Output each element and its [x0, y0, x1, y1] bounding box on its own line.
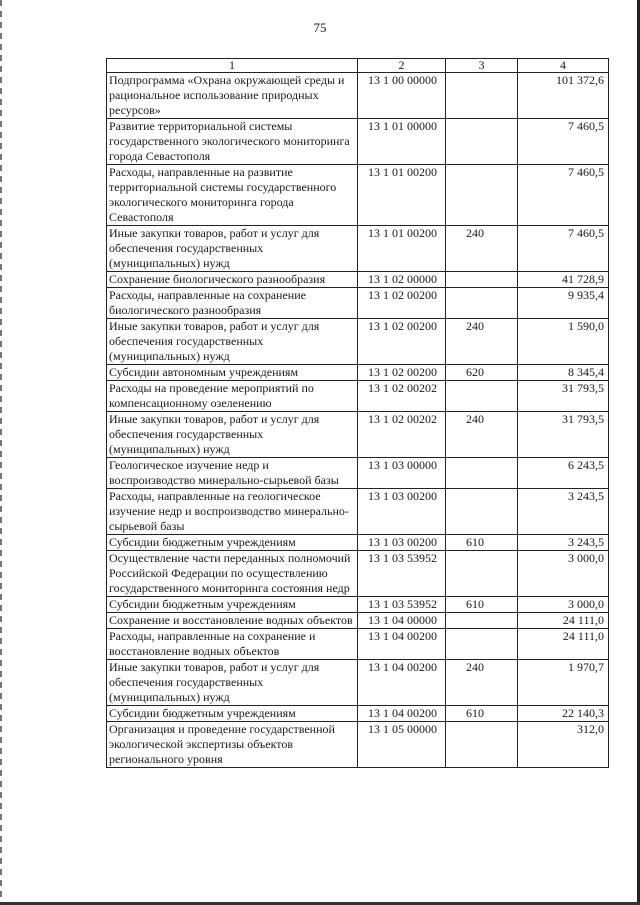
cell-sum: 312,0 [518, 722, 609, 768]
table-row [107, 288, 609, 319]
cell-code: 13 1 03 00000 [358, 458, 446, 489]
cell-kvr [446, 381, 518, 412]
cell-code: 13 1 03 53952 [358, 551, 446, 597]
table-row [107, 629, 609, 660]
cell-name: Расходы на проведение мероприятий по компенсационному озеленению [107, 381, 358, 412]
table-body [107, 73, 609, 768]
table-row [107, 381, 609, 412]
cell-code: 13 1 02 00200 [358, 365, 446, 381]
cell-kvr [446, 119, 518, 165]
cell-name: Организация и проведение государственной экологической экспертизы объектов регионального уровня [107, 722, 358, 768]
cell-kvr: 240 [446, 226, 518, 272]
table-row [107, 73, 609, 119]
cell-code: 13 1 03 00200 [358, 489, 446, 535]
table-row [107, 660, 609, 706]
table-row [107, 319, 609, 365]
cell-sum: 8 345,4 [518, 365, 609, 381]
cell-name: Геологическое изучение недр и воспроизводство минерально-сырьевой базы [107, 458, 358, 489]
scan-left-edge [0, 0, 2, 905]
cell-code: 13 1 00 00000 [358, 73, 446, 119]
table-row [107, 412, 609, 458]
cell-kvr [446, 489, 518, 535]
cell-code: 13 1 04 00000 [358, 613, 446, 629]
cell-kvr: 240 [446, 319, 518, 365]
cell-name: Субсидии бюджетным учреждениям [107, 597, 358, 613]
cell-kvr [446, 288, 518, 319]
cell-name: Сохранение биологического разнообразия [107, 272, 358, 288]
cell-name: Иные закупки товаров, работ и услуг для обеспечения государственных (муниципальных) нужд [107, 226, 358, 272]
cell-kvr: 610 [446, 706, 518, 722]
cell-code: 13 1 01 00000 [358, 119, 446, 165]
cell-sum: 7 460,5 [518, 119, 609, 165]
cell-sum: 7 460,5 [518, 165, 609, 226]
cell-kvr [446, 722, 518, 768]
cell-name: Расходы, направленные на геологическое изучение недр и воспроизводство минерально-сырьевой базы [107, 489, 358, 535]
cell-sum: 101 372,6 [518, 73, 609, 119]
cell-name: Иные закупки товаров, работ и услуг для обеспечения государственных (муниципальных) нужд [107, 412, 358, 458]
cell-code: 13 1 02 00200 [358, 319, 446, 365]
cell-code: 13 1 02 00000 [358, 272, 446, 288]
cell-sum: 3 243,5 [518, 489, 609, 535]
cell-kvr: 240 [446, 412, 518, 458]
cell-sum: 22 140,3 [518, 706, 609, 722]
cell-code: 13 1 03 53952 [358, 597, 446, 613]
cell-kvr [446, 272, 518, 288]
cell-name: Субсидии бюджетным учреждениям [107, 706, 358, 722]
cell-kvr [446, 165, 518, 226]
cell-code: 13 1 02 00202 [358, 381, 446, 412]
column-header: 3 [446, 59, 518, 73]
table-row [107, 597, 609, 613]
cell-kvr [446, 551, 518, 597]
table-row [107, 551, 609, 597]
cell-kvr: 610 [446, 535, 518, 551]
cell-sum: 1 590,0 [518, 319, 609, 365]
cell-code: 13 1 04 00200 [358, 629, 446, 660]
cell-kvr [446, 613, 518, 629]
cell-sum: 9 935,4 [518, 288, 609, 319]
cell-name: Осуществление части переданных полномочий Российской Федерации по осуществлению государственного мониторинга состояния недр [107, 551, 358, 597]
cell-kvr: 610 [446, 597, 518, 613]
cell-kvr: 620 [446, 365, 518, 381]
cell-sum: 24 111,0 [518, 613, 609, 629]
budget-table [106, 58, 609, 768]
cell-sum: 31 793,5 [518, 381, 609, 412]
table-header-row [107, 59, 609, 73]
cell-code: 13 1 01 00200 [358, 165, 446, 226]
table-row [107, 119, 609, 165]
cell-name: Подпрограмма «Охрана окружающей среды и рациональное использование природных ресурсов» [107, 73, 358, 119]
table-row [107, 535, 609, 551]
cell-kvr [446, 458, 518, 489]
cell-name: Расходы, направленные на развитие территориальной системы государственного экологического мониторинга города Севастополя [107, 165, 358, 226]
cell-sum: 1 970,7 [518, 660, 609, 706]
table-row [107, 365, 609, 381]
cell-name: Расходы, направленные на сохранение биологического разнообразия [107, 288, 358, 319]
cell-kvr [446, 629, 518, 660]
table-row [107, 165, 609, 226]
cell-sum: 3 000,0 [518, 597, 609, 613]
cell-kvr [446, 73, 518, 119]
table-row [107, 722, 609, 768]
table-row [107, 458, 609, 489]
cell-code: 13 1 04 00200 [358, 706, 446, 722]
cell-sum: 31 793,5 [518, 412, 609, 458]
cell-sum: 6 243,5 [518, 458, 609, 489]
table-row [107, 226, 609, 272]
table-row [107, 613, 609, 629]
table-row [107, 706, 609, 722]
page-number: 75 [313, 20, 327, 35]
cell-name: Субсидии бюджетным учреждениям [107, 535, 358, 551]
cell-sum: 7 460,5 [518, 226, 609, 272]
cell-code: 13 1 01 00200 [358, 226, 446, 272]
cell-code: 13 1 05 00000 [358, 722, 446, 768]
column-header: 1 [107, 59, 358, 73]
cell-name: Иные закупки товаров, работ и услуг для обеспечения государственных (муниципальных) нужд [107, 660, 358, 706]
column-header: 2 [358, 59, 446, 73]
cell-name: Расходы, направленные на сохранение и восстановление водных объектов [107, 629, 358, 660]
cell-code: 13 1 02 00200 [358, 288, 446, 319]
cell-kvr: 240 [446, 660, 518, 706]
cell-name: Сохранение и восстановление водных объектов [107, 613, 358, 629]
cell-name: Субсидии автономным учреждениям [107, 365, 358, 381]
cell-name: Развитие территориальной системы государственного экологического мониторинга города Севастополя [107, 119, 358, 165]
cell-code: 13 1 03 00200 [358, 535, 446, 551]
cell-code: 13 1 04 00200 [358, 660, 446, 706]
cell-sum: 41 728,9 [518, 272, 609, 288]
cell-code: 13 1 02 00202 [358, 412, 446, 458]
cell-sum: 3 243,5 [518, 535, 609, 551]
table-row [107, 272, 609, 288]
column-header: 4 [518, 59, 609, 73]
cell-sum: 24 111,0 [518, 629, 609, 660]
table-row [107, 489, 609, 535]
cell-sum: 3 000,0 [518, 551, 609, 597]
cell-name: Иные закупки товаров, работ и услуг для обеспечения государственных (муниципальных) нужд [107, 319, 358, 365]
